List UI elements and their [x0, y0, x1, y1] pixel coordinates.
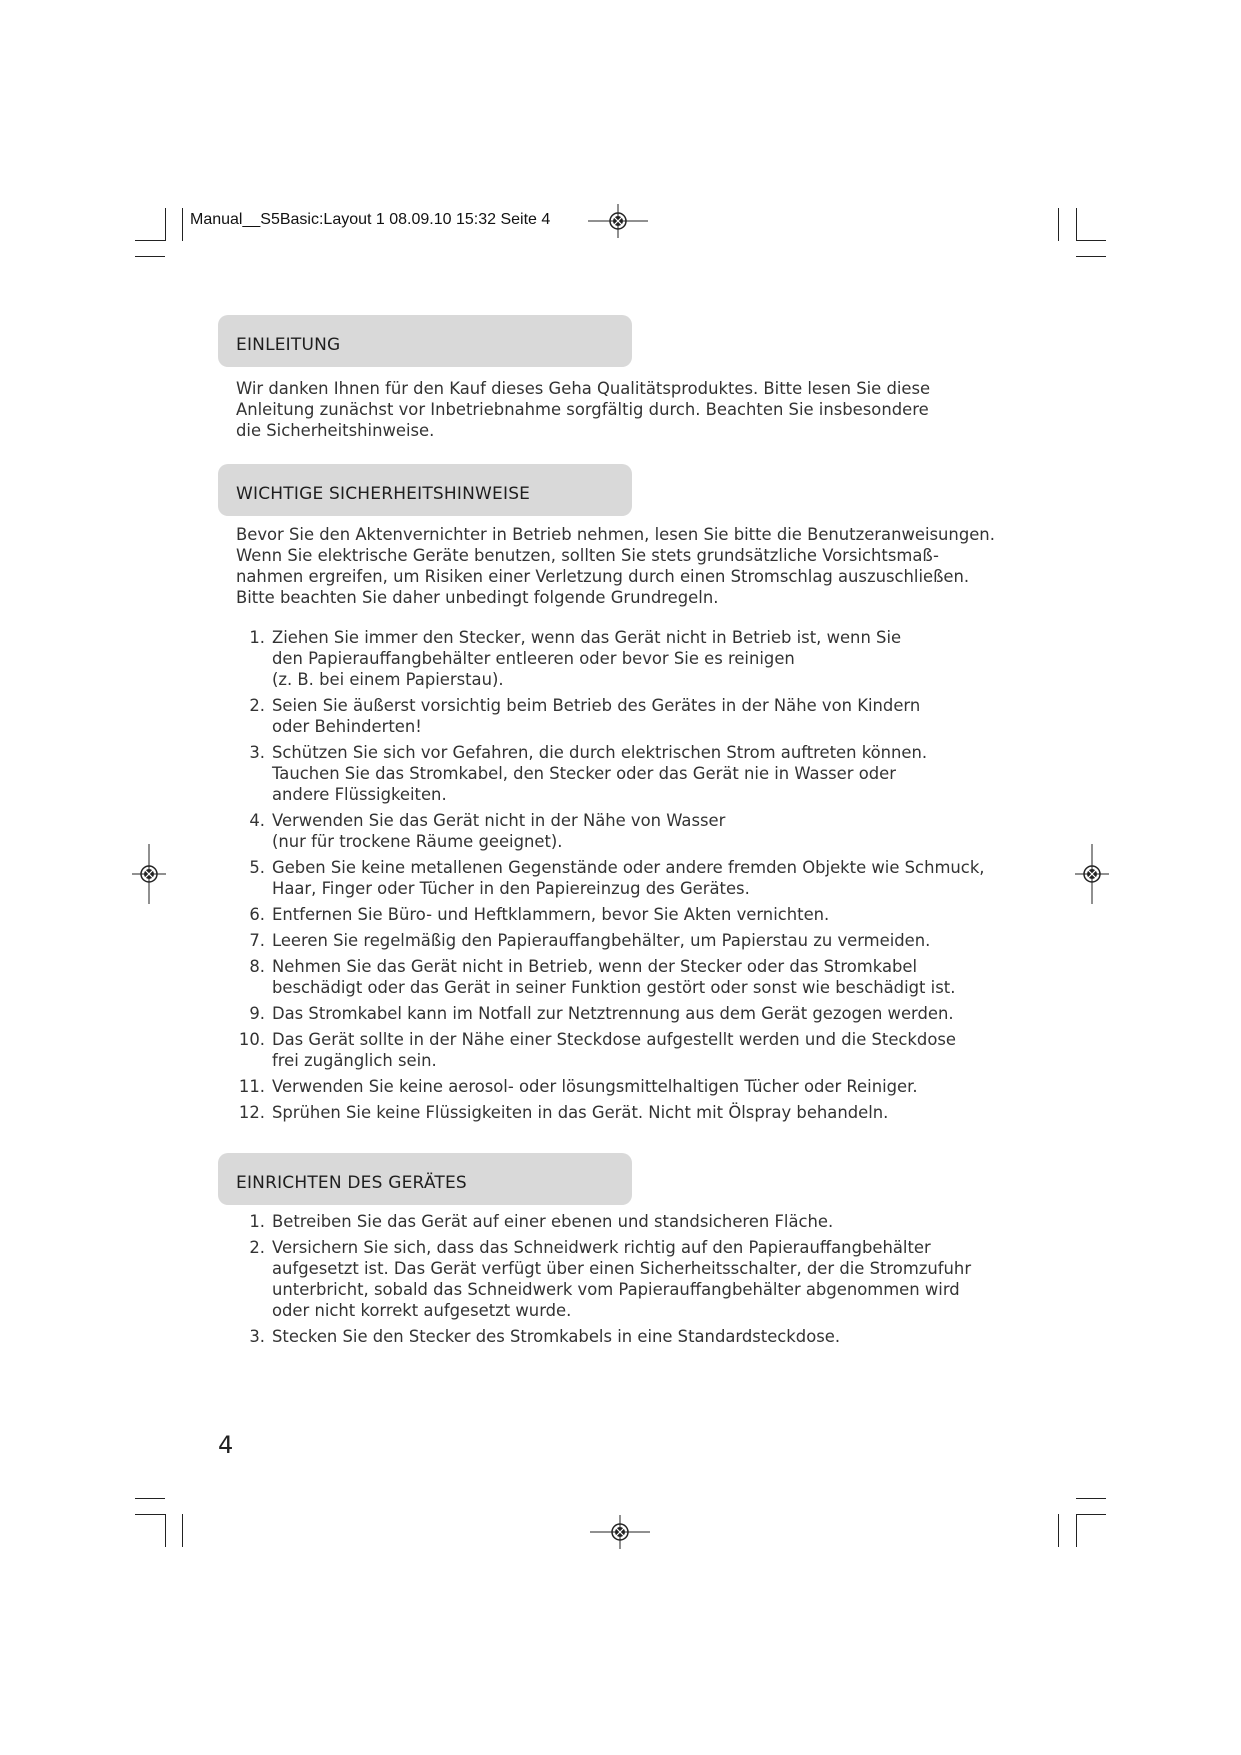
- list-item-text: Tauchen Sie das Stromkabel, den Stecker oder das Gerät nie in Wasser oder: [272, 764, 896, 783]
- section-header-intro: [218, 315, 632, 367]
- list-item-number: 2.: [249, 696, 265, 715]
- list-item-number: 7.: [249, 931, 265, 950]
- crop-mark: [1076, 1514, 1077, 1547]
- crop-mark: [135, 256, 165, 257]
- crop-mark: [182, 1514, 183, 1547]
- list-item: [236, 695, 1056, 737]
- safety-intro-paragraph: [236, 524, 1016, 608]
- list-item-text: andere Flüssigkeiten.: [272, 785, 447, 804]
- list-item-text: Haar, Finger oder Tücher in den Papiereinzug des Gerätes.: [272, 879, 750, 898]
- list-item-text: Stecken Sie den Stecker des Stromkabels in eine Standardsteckdose.: [272, 1327, 841, 1346]
- list-item-text: Verwenden Sie das Gerät nicht in der Nähe von Wasser: [272, 811, 726, 830]
- list-item-text: Sprühen Sie keine Flüssigkeiten in das Gerät. Nicht mit Ölspray behandeln.: [272, 1103, 889, 1122]
- list-item-text: (z. B. bei einem Papierstau).: [272, 670, 504, 689]
- list-item-text: unterbricht, sobald das Schneidwerk vom Papierauffangbehälter abgenommen wird: [272, 1280, 960, 1299]
- list-item: [236, 1076, 1056, 1097]
- list-item-number: 3.: [249, 1327, 265, 1346]
- list-item-text: Nehmen Sie das Gerät nicht in Betrieb, wenn der Stecker oder das Stromkabel: [272, 957, 918, 976]
- list-item-number: 1.: [249, 628, 265, 647]
- list-item-number: 4.: [249, 811, 265, 830]
- list-item-number: 2.: [249, 1238, 265, 1257]
- list-item: [236, 1237, 1056, 1321]
- setup-list: [236, 1211, 1056, 1352]
- list-item-text: Entfernen Sie Büro- und Heftklammern, bevor Sie Akten vernichten.: [272, 905, 830, 924]
- list-item-number: 6.: [249, 905, 265, 924]
- list-item-number: 9.: [249, 1004, 265, 1023]
- list-item: [236, 810, 1056, 852]
- safety-list: [236, 627, 1056, 1128]
- crop-mark: [1076, 208, 1077, 241]
- crop-mark: [135, 1514, 165, 1515]
- section-heading: EINLEITUNG: [236, 335, 341, 355]
- crop-mark: [135, 1498, 165, 1499]
- list-item: [236, 1211, 1056, 1232]
- text-line: nahmen ergreifen, um Risiken einer Verletzung durch einen Stromschlag auszuschließen.: [236, 567, 970, 586]
- registration-mark-icon: [1075, 844, 1109, 904]
- text-line: Bevor Sie den Aktenvernichter in Betrieb nehmen, lesen Sie bitte die Benutzeranweisungen.: [236, 525, 995, 544]
- crop-mark: [182, 208, 183, 241]
- list-item: [236, 627, 1056, 690]
- crop-mark: [1076, 240, 1106, 241]
- list-item-text: oder Behinderten!: [272, 717, 422, 736]
- list-item: [236, 904, 1056, 925]
- section-heading: EINRICHTEN DES GERÄTES: [236, 1173, 467, 1193]
- section-header-safety: [218, 464, 632, 516]
- section-header-setup: [218, 1153, 632, 1205]
- text-line: Wenn Sie elektrische Geräte benutzen, sollten Sie stets grundsätzliche Vorsichtsmaß-: [236, 546, 939, 565]
- list-item-text: Das Stromkabel kann im Notfall zur Netztrennung aus dem Gerät gezogen werden.: [272, 1004, 954, 1023]
- crop-mark: [165, 1514, 166, 1547]
- list-item-text: (nur für trockene Räume geeignet).: [272, 832, 563, 851]
- list-item-text: Seien Sie äußerst vorsichtig beim Betrieb des Gerätes in der Nähe von Kindern: [272, 696, 921, 715]
- registration-mark-icon: [132, 844, 166, 904]
- list-item-text: frei zugänglich sein.: [272, 1051, 437, 1070]
- crop-mark: [1076, 256, 1106, 257]
- list-item-text: Verwenden Sie keine aerosol- oder lösungsmittelhaltigen Tücher oder Reiniger.: [272, 1077, 918, 1096]
- section-heading: WICHTIGE SICHERHEITSHINWEISE: [236, 484, 531, 504]
- text-line: Wir danken Ihnen für den Kauf dieses Geha Qualitätsproduktes. Bitte lesen Sie diese: [236, 379, 931, 398]
- list-item-text: Schützen Sie sich vor Gefahren, die durch elektrischen Strom auftreten können.: [272, 743, 928, 762]
- registration-mark-icon: [588, 204, 648, 238]
- list-item-text: aufgesetzt ist. Das Gerät verfügt über einen Sicherheitsschalter, der die Stromzufuhr: [272, 1259, 972, 1278]
- list-item-number: 3.: [249, 743, 265, 762]
- list-item-text: Ziehen Sie immer den Stecker, wenn das Gerät nicht in Betrieb ist, wenn Sie: [272, 628, 902, 647]
- list-item-number: 12.: [238, 1103, 265, 1122]
- crop-mark: [1076, 1498, 1106, 1499]
- crop-mark: [165, 208, 166, 241]
- list-item-text: Geben Sie keine metallenen Gegenstände oder andere fremden Objekte wie Schmuck,: [272, 858, 985, 877]
- list-item-text: Betreiben Sie das Gerät auf einer ebenen und standsicheren Fläche.: [272, 1212, 834, 1231]
- list-item-number: 10.: [238, 1030, 265, 1049]
- list-item: [236, 1029, 1056, 1071]
- text-line: die Sicherheitshinweise.: [236, 421, 435, 440]
- list-item: [236, 1326, 1056, 1347]
- list-item: [236, 857, 1056, 899]
- list-item-text: Versichern Sie sich, dass das Schneidwerk richtig auf den Papierauffangbehälter: [272, 1238, 931, 1257]
- list-item-text: Das Gerät sollte in der Nähe einer Steckdose aufgestellt werden und die Steckdose: [272, 1030, 956, 1049]
- crop-mark: [1058, 208, 1059, 241]
- registration-mark-icon: [590, 1515, 650, 1549]
- list-item: [236, 742, 1056, 805]
- crop-mark: [1058, 1514, 1059, 1547]
- list-item-number: 11.: [238, 1077, 265, 1096]
- list-item: [236, 1102, 1056, 1123]
- text-line: Anleitung zunächst vor Inbetriebnahme sorgfältig durch. Beachten Sie insbesondere: [236, 400, 929, 419]
- print-slug: Manual__S5Basic:Layout 1 08.09.10 15:32 Seite 4: [190, 211, 551, 228]
- list-item: [236, 930, 1056, 951]
- crop-mark: [135, 240, 165, 241]
- list-item-text: oder nicht korrekt aufgesetzt wurde.: [272, 1301, 572, 1320]
- list-item-text: den Papierauffangbehälter entleeren oder bevor Sie es reinigen: [272, 649, 795, 668]
- list-item-number: 5.: [249, 858, 265, 877]
- list-item: [236, 956, 1056, 998]
- list-item-text: Leeren Sie regelmäßig den Papierauffangbehälter, um Papierstau zu vermeiden.: [272, 931, 931, 950]
- list-item-number: 8.: [249, 957, 265, 976]
- page-number: 4: [218, 1431, 234, 1459]
- intro-paragraph: [236, 378, 1016, 441]
- crop-mark: [1076, 1514, 1106, 1515]
- list-item-number: 1.: [249, 1212, 265, 1231]
- text-line: Bitte beachten Sie daher unbedingt folgende Grundregeln.: [236, 588, 719, 607]
- list-item-text: beschädigt oder das Gerät in seiner Funktion gestört oder sonst wie beschädigt ist.: [272, 978, 956, 997]
- list-item: [236, 1003, 1056, 1024]
